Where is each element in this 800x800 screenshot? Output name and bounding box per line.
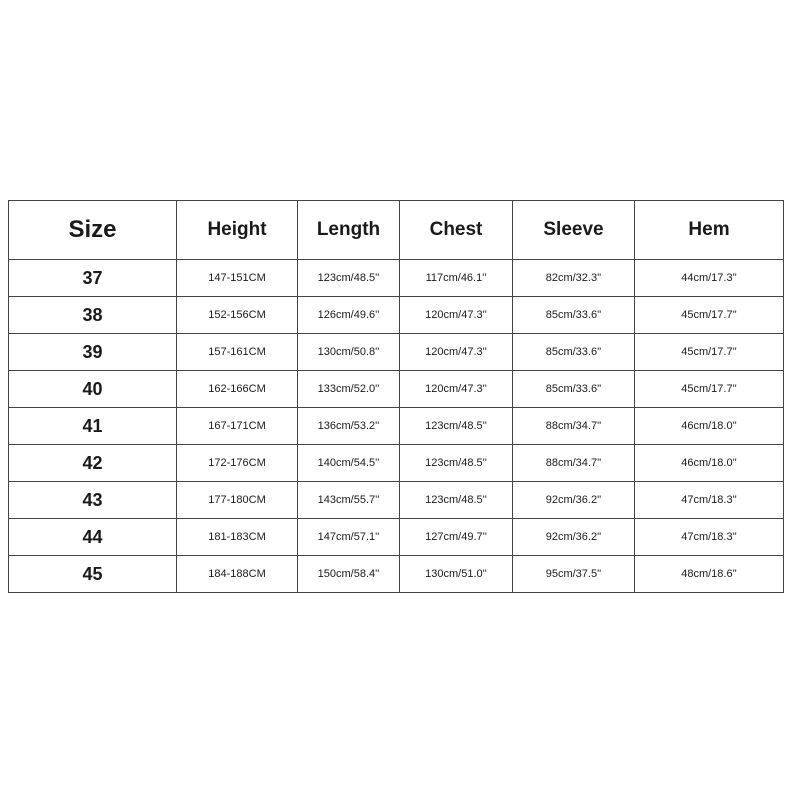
chest-cell: 120cm/47.3'' [400,371,513,408]
header-sleeve: Sleeve [513,201,635,260]
sleeve-cell: 85cm/33.6'' [513,297,635,334]
height-cell: 184-188CM [177,556,298,593]
size-cell: 44 [9,519,177,556]
sleeve-cell: 82cm/32.3'' [513,260,635,297]
hem-cell: 44cm/17.3'' [635,260,784,297]
hem-cell: 46cm/18.0'' [635,408,784,445]
size-chart-table [8,200,784,593]
hem-cell: 45cm/17.7'' [635,297,784,334]
length-cell: 133cm/52.0'' [298,371,400,408]
size-cell: 43 [9,482,177,519]
hem-cell: 45cm/17.7'' [635,371,784,408]
length-cell: 150cm/58.4'' [298,556,400,593]
table-row [9,519,784,556]
height-cell: 152-156CM [177,297,298,334]
size-cell: 37 [9,260,177,297]
sleeve-cell: 85cm/33.6'' [513,371,635,408]
chest-cell: 127cm/49.7'' [400,519,513,556]
length-cell: 147cm/57.1'' [298,519,400,556]
sleeve-cell: 92cm/36.2'' [513,519,635,556]
table-row [9,445,784,482]
header-row [9,201,784,260]
sleeve-cell: 85cm/33.6'' [513,334,635,371]
header-length: Length [298,201,400,260]
size-cell: 45 [9,556,177,593]
length-cell: 123cm/48.5'' [298,260,400,297]
height-cell: 181-183CM [177,519,298,556]
chest-cell: 130cm/51.0'' [400,556,513,593]
sleeve-cell: 88cm/34.7'' [513,445,635,482]
sleeve-cell: 88cm/34.7'' [513,408,635,445]
chest-cell: 123cm/48.5'' [400,408,513,445]
header-size: Size [9,201,177,260]
length-cell: 130cm/50.8'' [298,334,400,371]
length-cell: 143cm/55.7'' [298,482,400,519]
hem-cell: 47cm/18.3'' [635,519,784,556]
height-cell: 172-176CM [177,445,298,482]
hem-cell: 45cm/17.7'' [635,334,784,371]
size-cell: 38 [9,297,177,334]
size-cell: 39 [9,334,177,371]
length-cell: 140cm/54.5'' [298,445,400,482]
height-cell: 162-166CM [177,371,298,408]
table-body [9,260,784,593]
table-row [9,260,784,297]
length-cell: 136cm/53.2'' [298,408,400,445]
size-cell: 40 [9,371,177,408]
sleeve-cell: 95cm/37.5'' [513,556,635,593]
table-row [9,482,784,519]
chest-cell: 120cm/47.3'' [400,297,513,334]
table-row [9,556,784,593]
table-row [9,297,784,334]
table-row [9,334,784,371]
header-height: Height [177,201,298,260]
hem-cell: 48cm/18.6'' [635,556,784,593]
hem-cell: 47cm/18.3'' [635,482,784,519]
chest-cell: 120cm/47.3'' [400,334,513,371]
header-hem: Hem [635,201,784,260]
length-cell: 126cm/49.6'' [298,297,400,334]
chest-cell: 123cm/48.5'' [400,482,513,519]
table-row [9,408,784,445]
sleeve-cell: 92cm/36.2'' [513,482,635,519]
height-cell: 147-151CM [177,260,298,297]
chest-cell: 123cm/48.5'' [400,445,513,482]
chest-cell: 117cm/46.1'' [400,260,513,297]
height-cell: 167-171CM [177,408,298,445]
height-cell: 177-180CM [177,482,298,519]
header-chest: Chest [400,201,513,260]
size-cell: 41 [9,408,177,445]
height-cell: 157-161CM [177,334,298,371]
size-cell: 42 [9,445,177,482]
hem-cell: 46cm/18.0'' [635,445,784,482]
table-row [9,371,784,408]
